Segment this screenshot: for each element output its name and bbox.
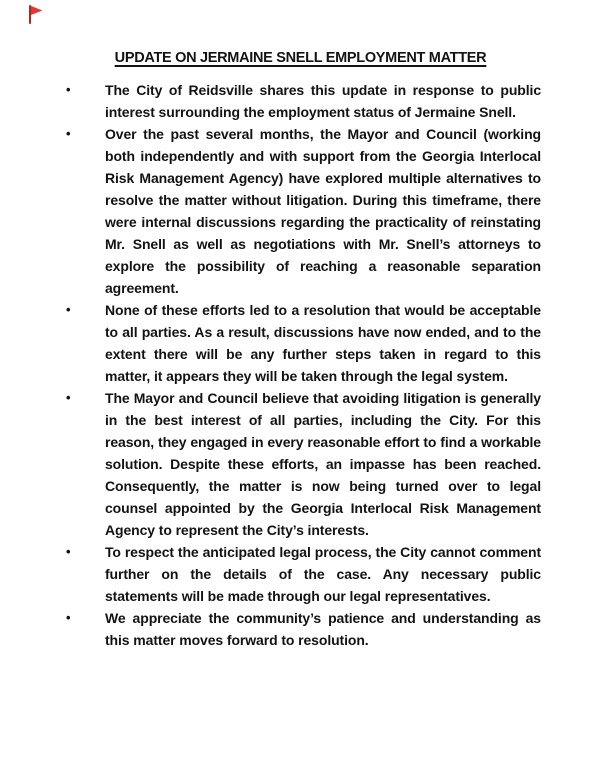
bullet-text: We appreciate the community’s patience and understanding as this matter moves forward to resolution. [105, 610, 541, 648]
bullet-text: To respect the anticipated legal process, the City cannot comment further on the details of the case. Any necessary public statements will be made through our legal representatives. [105, 544, 541, 604]
bullet-item [65, 541, 541, 607]
bullet-marker-icon: • [66, 544, 71, 559]
bullet-text: None of these efforts led to a resolution that would be acceptable to all parties. As a result, discussions have now ended, and to the extent there will be any further steps taken in regard to this matter, it appears they will be taken through the legal system. [105, 302, 541, 384]
bullet-item [65, 79, 541, 123]
bullet-item [65, 123, 541, 299]
flag-pennant [31, 6, 43, 15]
document-title: UPDATE ON JERMAINE SNELL EMPLOYMENT MATTER [114, 50, 487, 66]
bullet-marker-icon: • [66, 126, 71, 141]
bullet-list [0, 79, 601, 651]
bullet-marker-icon: • [66, 610, 71, 625]
bullet-text: The City of Reidsville shares this update in response to public interest surrounding the employment status of Jermaine Snell. [105, 82, 541, 120]
bullet-marker-icon: • [66, 390, 71, 405]
bullet-marker-icon: • [66, 82, 71, 97]
bullet-marker-icon: • [66, 302, 71, 317]
bullet-text: Over the past several months, the Mayor and Council (working both independently and with support from the Georgia Interlocal Risk Management Agency) have explored multiple alternatives to resolve the matter without litigation. During this timeframe, there were internal discussions regarding the practicality of reinstating Mr. Snell as well as negotiations with Mr. Snell’s attorneys to explore the possibility of reaching a reasonable separation agreement. [105, 126, 541, 296]
bullet-item [65, 299, 541, 387]
bullet-item [65, 607, 541, 651]
bullet-item [65, 387, 541, 541]
bullet-text: The Mayor and Council believe that avoiding litigation is generally in the best interest of all parties, including the City. For this reason, they engaged in every reasonable effort to find a workable solution. Despite these efforts, an impasse has been reached. Consequently, the matter is now being turned over to legal counsel appointed by the Georgia Interlocal Risk Management Agency to represent the City’s interests. [105, 390, 541, 538]
flag-pole [29, 5, 31, 24]
red-flag-icon [26, 4, 44, 25]
